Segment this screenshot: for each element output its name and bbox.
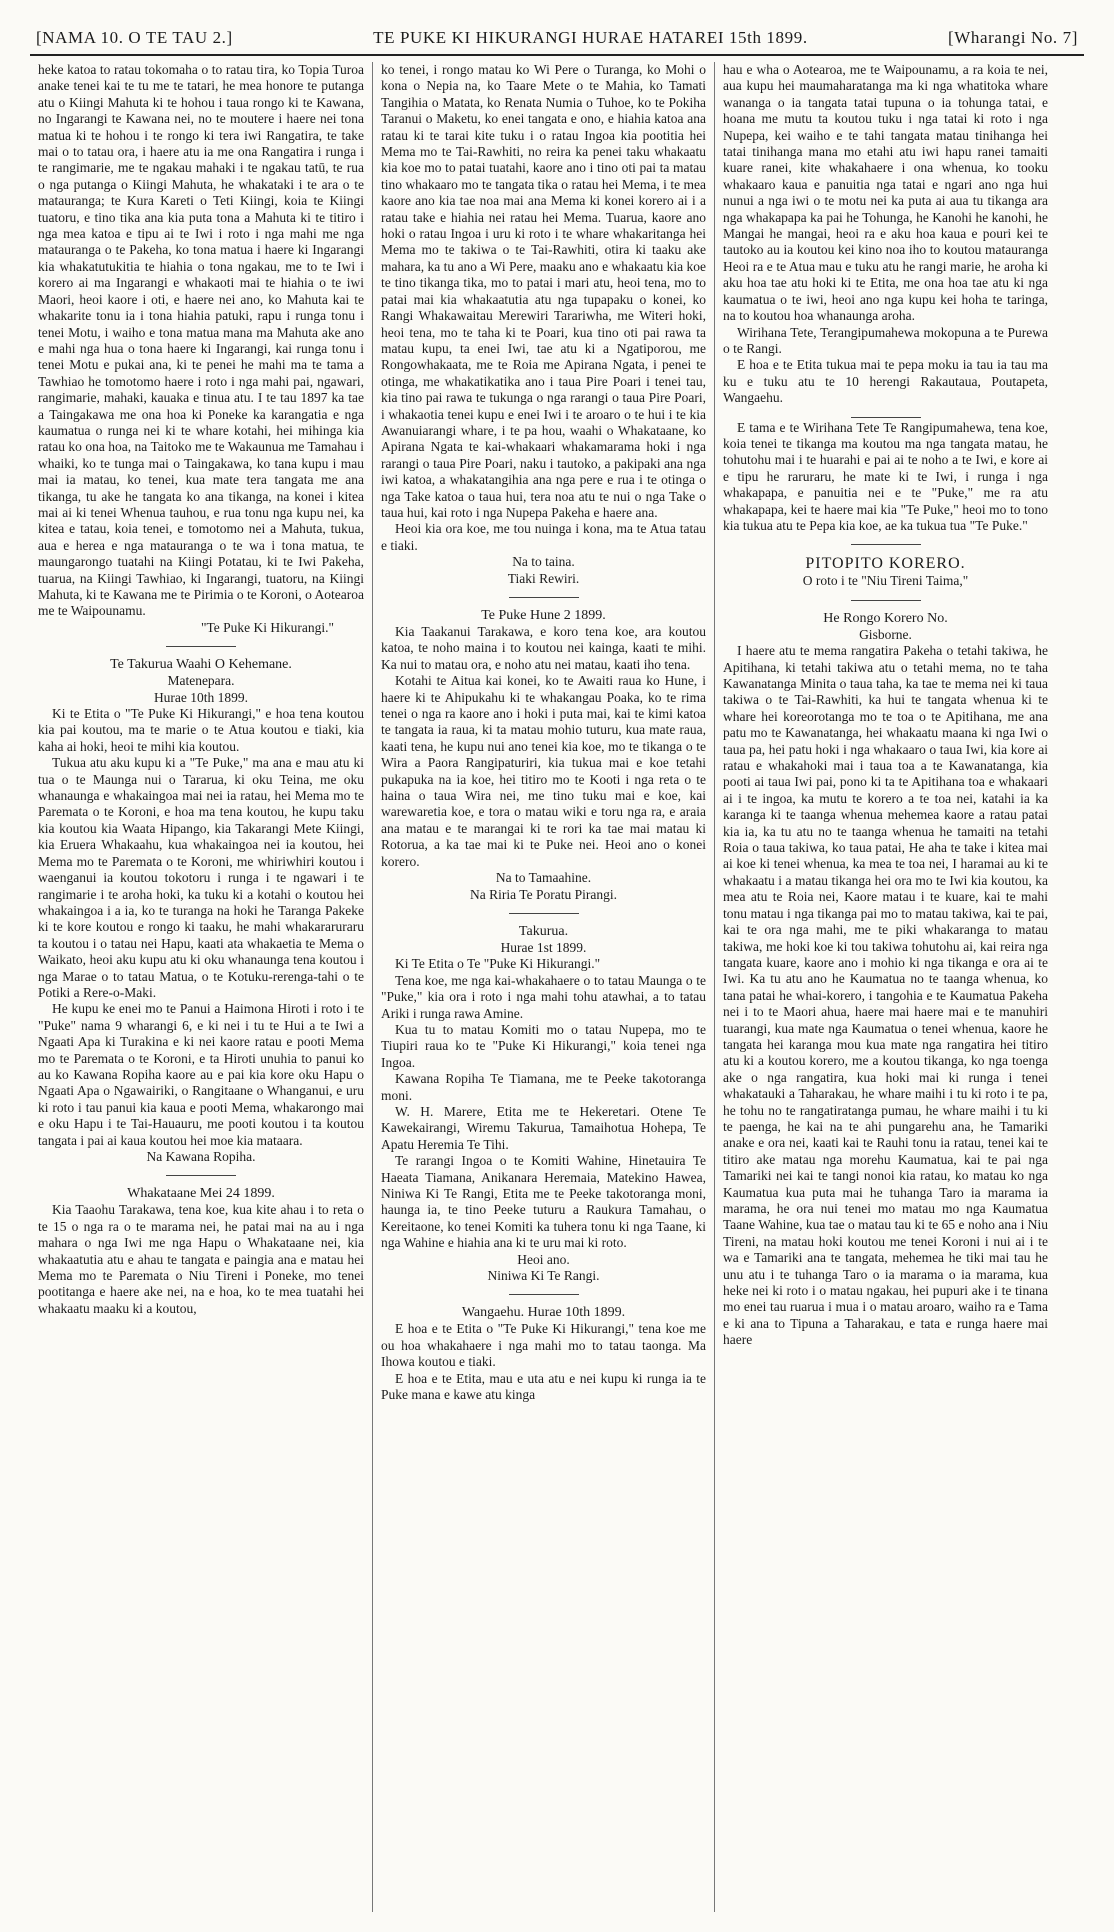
- signature-name: Tiaki Rewiri.: [507, 570, 580, 586]
- letter-date: Hurae 10th 1899.: [153, 689, 249, 705]
- letter-paragraph: E hoa e te Etita o "Te Puke Ki Hikurangi," tena koe me ou hoa whakahaere i nga mahi mo to tatau taonga. Ma Ihowa koutou e tiaki.: [381, 1321, 706, 1370]
- letter-heading: Takurua.: [518, 923, 569, 939]
- divider: [851, 600, 921, 601]
- divider: [851, 417, 921, 418]
- letter-paragraph: Ki te Etita o "Te Puke Ki Hikurangi," e hoa tena koutou kia pai koutou, ma te marie o te Atua koutou e tiaki, kia kaha ai hoki, heoi te mihi kia koutou.: [38, 706, 364, 754]
- letter-paragraph: W. H. Marere, Etita me te Hekeretari. Otene Te Kawekairangi, Wiremu Takurua, Tamaihotua Hohepa, Te Apatu Heremia Te Tihi.: [381, 1103, 706, 1152]
- article-paragraph: E hoa e te Etita tukua mai te pepa moku ia tau ia tau ma ku e tuku atu te 10 herengi Rakautaua, Poutapeta, Wangaehu.: [723, 357, 1048, 406]
- letter-paragraph: He kupu ke enei mo te Panui a Haimona Hiroti i roto i te "Puke" nama 9 wharangi 6, e ki nei i tu te Hui a te Iwi a Ngaati Apa ki Turakina e ki nei kaore ratau e pooti Mema mo te Paremata o te Koroni, e ta Hiroti unuhia to panui ko au ko Kawana Ropiha kaore au e pai kia kore oku Hapu o Ngaati Apa o Ngawairiki, o Rangitaane o Whanganui, e uru ki roto i tau panui kia kaua e pooti Mema, whakarongo mai e oku Hapu i te Tai-Hauauru, me pooti koutou i ta koutou tangata i pai ai kaua koutou hei moe kia mataara.: [38, 1001, 364, 1148]
- signature: Na to Tamaahine.: [495, 870, 592, 886]
- letter-heading: Te Puke Hune 2 1899.: [481, 608, 606, 623]
- divider: [509, 597, 579, 598]
- letter-paragraph: Kia Taaohu Tarakawa, tena koe, kua kite ahau i to reta o te 15 o nga ra o te marama nei, he patai mai na au i nga mahara o nga Iwi me nga Hapu o Whakataane nei, kia whakaatutia atu e ahau te tangata e paingia ana e matau hei Mema mo te Paremata o Niu Tireni i Poneke, mo tenei pootitanga e haere ake nei, na e hoa, ko te mea tuatahi hei whakaatu maaku ki a koutou,: [38, 1202, 364, 1316]
- divider: [166, 646, 236, 647]
- article-paragraph: Wirihana Tete, Terangipumahewa mokopuna a te Purewa o te Rangi.: [723, 324, 1048, 356]
- masthead-title: TE PUKE KI HIKURANGI HURAE HATAREI 15th 1899.: [373, 28, 808, 47]
- column-1: [30, 62, 372, 1912]
- letter-paragraph: E hoa e te Etita, mau e uta atu e nei kupu ki runga ia te Puke mana e kawe atu kinga: [381, 1370, 706, 1403]
- article-place: Gisborne.: [859, 626, 912, 642]
- letter-paragraph: Tukua atu aku kupu ki a "Te Puke," ma ana e mau atu ki tua o te Maunga nui o Tararua, ki oku Teina, me oku whanaunga e whakaingoa mai nei ia ratau, hei Mema mo te Paremata o te Koroni, e hoa ma tena koutou, he kupu taku kia koutou kia Waata Hipango, kia Takarangi Mete Kiingi, kia Eruera Whakaahu, kua whakaingoa nei ia koutou, hei Mema mo te Paremata o te Koroni, me whiriwhiri koutou i waenganui ia koutou tokotoru i runga i te ngawari i te rangimarie i te aroha hoki, ka tuku ki a kotahi o koutou hei whakaingoa i a ia, ko te turanga na hoki he Taranga Pakeke ki te kore koutou e rongo ki taaku, he mahi whakararuraru ta koutou i o tatau nei Hapu, kaati ata whakaetia te Mema o Waikato, heoi aku kupu atu ki oku whanaunga tena koutou i nga Marae o to tatau Matua, o te Kotuku-rerenga-tahi o te Potiki a Rere-o-Maki.: [38, 755, 364, 1000]
- signature: "Te Puke Ki Hikurangi.": [200, 619, 334, 635]
- article-paragraph: heke katoa to ratau tokomaha o to ratau tira, ko Topia Turoa anake tenei kai te tu me te tatari, he mea honore te putanga atu o Kiingi Mahuta ki te hohou i taua rongo ki te Kawana, no Ingarangi te Kawana nei, no te moutere i haere nei tona matua ki te hohou i te rongo ki tera iwi Rangatira, te take mai o to tatau ora, i haere atu ia me ona Rangatira i runga i te rangimarie, me te ngakau mahaki i te ngakau tatū, te rua o nga putanga o Kiingi Mahuta, he whakataki i te ara o te matauranga; te Kura Kareti o Teti Kiingi, koia te Kiingi tuatoru, e tino tika ana kia puta tona a Mahuta ki te titiro i nga mea katoa e tipu ai te Iwi i roto i nga mahi me nga matauranga o te Pakeha, ko tona matua i haere ki Ingarangi kia whakatutukitia te hiahia o tona ngakau, me to te Iwi i korero ai ma Ingarangi e whakaoti mai te hiahia o te iwi Maori, heoi kaore i oti, e haere nei ano, ko Mahuta kai te whakarite tonu ia i tona hiahia patuki, rapu i runga tonu i tenei Motu, i waiho e tona matua mana ma Mahuta ake ano e mahi nga hua o tona haere ki Ingarangi, kai runga tonu i tenei Motu e pukai ana, ki te penei he mahi ma te tama a Tawhiao he tomotomo haere i roto i nga mahi pai, ngawari, rangimarie, mahaki, kauaka e tinua atu. I te tau 1897 ka tae a Taingakawa me ona hoa ki Poneke ka karangatia e nga kaumatua o runga nei ki te whare kotahi, hei mihinga kia ratau ko ona hoa, na Taitoko me te Wakaunua me Tamahau i whaiki, ko te tunga mai o Taingakawa, ko tana kupu i mau mai ia matau, ko tenei, kua mate tera tangata me ana tikanga, tu ake he tangata ko ana tikanga, na konei i kitea mai ai ki tenei Whenua tauhou, e rua tonu nga kupu nei, ka kitea e tatau, koia tenei, e tomotomo nei a Mahuta, tukua, aua e herea e nga matauranga o te wa i tona matua, te maungarongo tuatahi na Kiingi Potatau, ki te Iwi Pakeha, tuarua, na Kiingi Tawhiao, ki Ingarangi, tuatoru, na Kiingi Mahuta, ki te Kawana me te Pirimia o te Koroni, o Aotearoa me te Waipounamu.: [38, 62, 364, 619]
- letter-date: Hurae 1st 1899.: [500, 939, 587, 955]
- letter-place: Matenepara.: [167, 673, 235, 689]
- section-source: O roto i te "Niu Tireni Taima,": [802, 573, 969, 589]
- article-paragraph: I haere atu te mema rangatira Pakeha o tetahi takiwa, he Apitihana, ki tetahi takiwa atu o tetahi mema, no te taha Kawanatanga Minita o taua taha, ka tae te mema nei ki taua takiwa o te Tai-Rawhiti, ka hui te tangata whenua ki te whare hei koreorotanga mo te toa o te Apitihana, me ana patu mo te Kawanatanga, hei whakaatu maana ki nga Iwi o taua pa, hei patu hoki i nga whakaaro o taua Iwi, kia kore ai ratau e whakahoki mai i taua toa a te Kawanatanga, kia pooti ai taua Iwi pai, pono ki ta te Apitihana toa e whakaari ai i te ingoa, ka mutu te korero a te toa nei, katahi ia ka karanga ki te taanga whenua mehemea kaore a ratau patai kia ia, ka tu atu no te taanga whenua he tamaiti na tetahi Roia o taua takiwa, ko taua patai, He aha te take i kitea mai ai koe ki tenei whenua, ka mea te toa nei, I haramai au ki te whakaatu i a matau tikanga hei ora mo te Iwi kia koutou, ka mea atu te Roia nei, Kaore matau i te kuare, kai te mahi tonu matau i nga tikanga pai mo to matau takiwa, kai te pai, kai te ora nga mahi, me te piki whakaranga to matau takiwa, me hoki koe ki tou takiwa tohutohu ai, kai reira nga tangata kuare, kaore ano i mohio ki nga tikanga e ora ai te Iwi. Ka tu atu ano he Kaumatua no te taanga whenua, ko tana patai he whai-korero, i tangohia e te Kaumatua Pakeha nei i to te Maori ahua, haere mai haere mai e te manuhiri tuarangi, kua mate nga Kaumatua o tenei whenua, kaore he tangata hei karanga mou kua mate nga rangatira hei titiro atu ki a koutou korero, me a koutou tikanga, ko nga toenga ake o nga rangatira, kua hoki mai ki runga i tenei whakatauki a Taharakau, he whare maihi i tu ki roto i te pa, he tohu no te rangatiratanga pumau, he whare maihi i tu ki te paenga, he kai na te ahi pungarehu ana, he Tamariki anake e ora nei, kaati kai te Rauhi tonu ia ratau, tenei kai te titiro ake matau nga morehu Kaumatua, kai te pai nga Tamariki nei kai te tangi nonoi kia ratau, ko matau ko nga Kaumatua kua puta mai he tuhanga Taro ia marama ia marama, he ora nui tenei mo matau mo nga Kaumatua Taane Wahine, kua tae o matau tau ki te 65 e noho ana i Niu Tireni, na matau hoki koutou me tenei Koroni i nui ai i te wa e Tamariki ana te tangata, mehemea he tiki mai tau he unu atu i te tuhanga Taro o ia marama o ia marama, kua heke nei ki roto i o matau ngakau, hei pupuri ake i te tinana mo enei tau ruarua i mua i o matau aroaro, waiho ra e Tama e ki ana to Tipuna a Taharakau, e tata e runga haere mai haere: [723, 643, 1048, 1348]
- divider: [509, 1294, 579, 1295]
- article-paragraph: E tama e te Wirihana Tete Te Rangipumahewa, tena koe, koia tenei te tikanga ma koutou ma nga tangata matau, he tohutohu mai i te huarahi e pai ai te noho a te Iwi, e kore ai e tipu he raruraru, he mate ki te Iwi, i runga i nga whakapapa, e panuitia nei e te "Puke," me ra atu whakapapa, kei te haere mai kia "Te Puke," heoi mo to tono kia tukua atu te Pepa kia koe, ae ka tukua tua "Te Puke.": [723, 419, 1048, 533]
- signature: Na to taina.: [512, 554, 575, 570]
- divider: [509, 913, 579, 914]
- article-heading: He Rongo Korero No.: [823, 610, 948, 626]
- letter-heading: Wangaehu. Hurae 10th 1899.: [461, 1305, 626, 1321]
- letter-paragraph: Te rarangi Ingoa o te Komiti Wahine, Hinetauira Te Haeata Tiamana, Anikanara Heremaia, Matekino Hawea, Niniwa Ki Te Rangi, Etita me te Peeke takotoranga moni, haunga ia, te tino Peeke tuturu a Raukura Tamahau, o Kereitaone, ko tenei Komiti ka tuhera tonu ki nga Taane, ki nga Wahine e hiahia ana ki te uru mai ki roto.: [381, 1153, 706, 1251]
- divider: [851, 544, 921, 545]
- signature-name: Na Riria Te Poratu Pirangi.: [470, 886, 617, 902]
- signature: Na Kawana Ropiha.: [146, 1149, 256, 1164]
- divider: [166, 1175, 236, 1176]
- letter-paragraph: Kotahi te Aitua kai konei, ko te Awaiti raua ko Hune, i haere ki te Ahipukahu ki te whakangau Poaka, ko te rima tenei o nga ra kaore ano i hoki i puta mai, kai te kimi katoa te tangata ia raua, ki ta matau mohio tuturu, kua mate raua, kaati tena, he kupu nui ano tenei kia koe, mo te tikanga o te Wira a Paora Rangipaturiri, kia tukua mai e koe tetahi pukapuka na ia koe, hei titiro mo te Kooti i nga reta o te haina o taua Wira nei, me tino tuku mai e koe, kai warewaretia koe, e tora o matau wiki e toru nga ra, e araia ana matau e te marangai ki te rori ka tae mai matau ki Rotorua, a ka tae mai ki te Puke nei. Heoi ano o konei korero.: [381, 673, 706, 869]
- page-header: [30, 26, 1084, 56]
- issue-number: [NAMA 10. O TE TAU 2.]: [36, 28, 233, 47]
- letter-heading: Whakataane Mei 24 1899.: [127, 1186, 275, 1202]
- signature-name: Niniwa Ki Te Rangi.: [487, 1268, 600, 1284]
- columns: [30, 62, 1084, 1912]
- letter-paragraph: Kawana Ropiha Te Tiamana, me te Peeke takotoranga moni.: [381, 1071, 706, 1103]
- letter-paragraph: Tena koe, me nga kai-whakahaere o to tatau Maunga o te "Puke," kia ora i roto i nga mahi tohu atawhai, a to tatau Ariki i runga rawa Amine.: [381, 972, 706, 1021]
- page-number: [Wharangi No. 7]: [948, 28, 1078, 47]
- letter-paragraph: Kia Taakanui Tarakawa, e koro tena koe, ara koutou katoa, te noho maina i to koutou nei kainga, kaati te mihi. Ka nui to matau ora, e noho atu nei matau, kaati iho tena.: [381, 624, 706, 672]
- section-heading: PITOPITO KORERO.: [805, 555, 966, 573]
- article-paragraph: hau e wha o Aotearoa, me te Waipounamu, a ra koia te nei, aua kupu hei maumaharatanga ma ki nga whatitoka whare wananga o ia tangata tatai tupuna o ia tohunga tatai, e hoana me mutu ta koutou tuku i nga tatai ki roto i nga Nupepa, kei waiho e te tahi tangata matau tinihanga hei tatai tinihanga mana mo etahi atu iwi hapu ranei tamaiti kuare ranei, kite whakahaere i ona whenua, ko tooku whakaaro kaua e panuitia nga tatai e ngari ano nga hui nunui a nga iwi o te motu nei ka puta ai aua tu tikanga ara nga whakapapa ka pai he Tohunga, he Kanohi he kanohi, he Mangai he mangai, heoi ra e aku hoa kaua e pouri kei te tautoko au ia koutou kei kino noa iho to koutou matauranga Heoi ra e te Atua mau e tuku atu he rangi marie, he aroha ki aku hoa tae atu hoki ki te Etita, me ona hoa tae atu ki nga kaumatua o te iwi, heoi ano nga kupu kei hoha te taringa, na to koutou hoa whanaunga aroha.: [723, 62, 1048, 324]
- column-3: [714, 62, 1056, 1912]
- letter-paragraph: Kua tu to matau Komiti mo o tatau Nupepa, mo te Tiupiri raua ko te "Puke Ki Hikurangi," koia tenei nga Ingoa.: [381, 1021, 706, 1070]
- signature: Heoi ano.: [517, 1251, 570, 1267]
- article-paragraph: ko tenei, i rongo matau ko Wi Pere o Turanga, ko Mohi o kona o Nepia na, ko Taare Mete o te Mahia, ko Tamati Tangihia o Matata, ko Renata Numia o Tuhoe, ko te Pokiha Taranui o Maketu, ko enei tangata e ono, e hiahia katoa ana ratau ki te tarai kite tuku i o ratau Ingoa kia pootitia hei Mema mo te Tai-Rawhiti, no reira ka penei taku whakaatu kia koe mo to patai tuatahi, kaore ano i tino oti pai ta matau tino whakaaro mo te tangata tika o ratau hei Mema, i te mea kaore ano kia tae noa mai ana Mema ki konei korero ai i a ratau take e hiahia nei ratau hei Mema. Tuarua, kaore ano hoki o ratau Ingoa i uru ki roto i te whare whakaritanga hei Mema mo te takiwa o te Tai-Rawhiti, otira ki taaku ake mahara, ka tu ano a Wi Pere, maaku ano e whakaatu kia koe te tino tikanga tika, mo to patai i mari atu, heoi tena, mo to patai mai kia whakaatutia atu nga tupapaku o konei, ko Rangi Whakawaitau Merewiri Tarariwha, me Witeri hoki, heoi tena, mo te taha ki te Poari, kua tino oti pai rawa ta matau kupu, ta enei Iwi, tae atu ki a Ngatiporou, me Rongowhakaata, me te Roia me Apirana Ngata, i penei te otinga, me whakatikatika ano i taua Pire Poari i tenei tau, kia tino pai rawa te tukunga o nga rarangi o taua Pire Poari, i whakaotia tenei kupu e enei Iwi i te aroaro o te hui i te kia Awanuiarangi whare, i te pa hou, waahi o Whakataane, ko Apirana Ngata te kai-whakaari whakamarama hoki i nga rarangi o taua Pire Poari, naku i tautoko, a pakipaki ana nga iwi katoa, a whakatangihia ana nga pere e rua i te otinga o nga Take katoa o taua hui, tera noa atu te nui o nga Take o taua hui, kai roto i nga Nupepa Pakeha e haere ana.: [381, 62, 706, 520]
- letter-heading: Te Takurua Waahi O Kehemane.: [110, 657, 292, 673]
- article-paragraph: Heoi kia ora koe, me tou nuinga i kona, ma te Atua tatau e tiaki.: [381, 521, 706, 553]
- letter-paragraph: Ki Te Etita o Te "Puke Ki Hikurangi.": [395, 956, 601, 972]
- column-2: [372, 62, 714, 1912]
